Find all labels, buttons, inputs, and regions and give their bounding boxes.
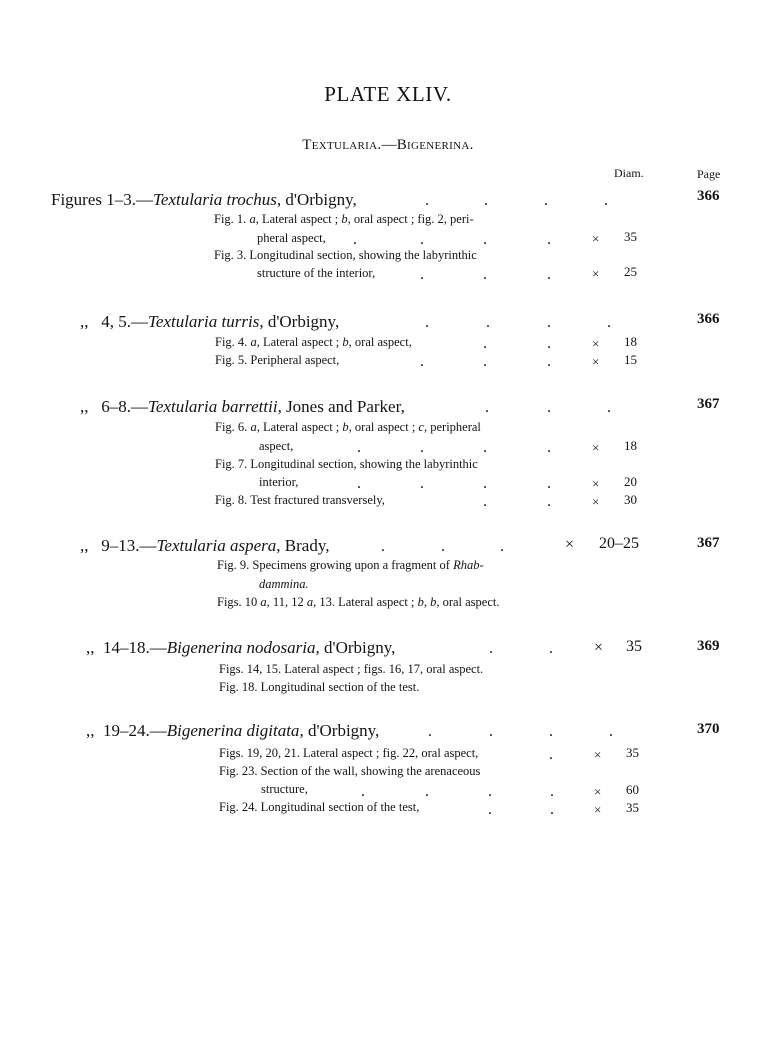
entry-heading bbox=[86, 638, 395, 658]
species-name: Bigenerina nodosaria bbox=[166, 638, 316, 657]
times-sign: × bbox=[594, 747, 602, 762]
diameter-value: 18 bbox=[624, 438, 637, 453]
leader-dots: . bbox=[420, 266, 424, 283]
diameter-value: 30 bbox=[624, 492, 637, 507]
species-author: , Brady, bbox=[276, 536, 330, 555]
leader-dots: . bbox=[500, 538, 504, 555]
times-sign: × bbox=[592, 440, 600, 455]
leader-dots: . bbox=[609, 723, 613, 740]
species-author: , d'Orbigny, bbox=[276, 190, 357, 209]
leader-dots: . bbox=[489, 723, 493, 740]
leader-dots: . bbox=[353, 231, 357, 248]
leader-dots: . bbox=[547, 493, 551, 510]
page-number: 367 bbox=[697, 396, 720, 412]
page-number: 367 bbox=[697, 535, 720, 551]
times-sign: × bbox=[592, 266, 600, 281]
leader-dots: . bbox=[361, 783, 365, 800]
leader-dots: . bbox=[604, 192, 608, 209]
diameter-value: 15 bbox=[624, 352, 637, 367]
figure-description: Figs. 19, 20, 21. Lateral aspect ; fig. 22, oral aspect, bbox=[219, 746, 479, 760]
leader-dots: . bbox=[420, 231, 424, 248]
leader-dots: . bbox=[547, 475, 551, 492]
leader-dots: . bbox=[486, 314, 490, 331]
leader-dots: . bbox=[485, 399, 489, 416]
leader-dots: . bbox=[550, 801, 554, 818]
diameter-value: 35 bbox=[626, 800, 639, 815]
diameter-value: 35 bbox=[624, 229, 637, 244]
leader-dots: . bbox=[483, 475, 487, 492]
entry-heading bbox=[80, 312, 339, 332]
leader-dots: . bbox=[483, 335, 487, 352]
leader-dots: . bbox=[547, 314, 551, 331]
page-number: 369 bbox=[697, 638, 720, 654]
leader-dots: . bbox=[488, 783, 492, 800]
entry-heading bbox=[80, 397, 405, 417]
leader-dots: . bbox=[489, 640, 493, 657]
leader-dots: . bbox=[547, 266, 551, 283]
figure-description: aspect, bbox=[259, 439, 294, 453]
entry-prefix: ,, bbox=[80, 312, 89, 331]
leader-dots: . bbox=[550, 783, 554, 800]
leader-dots: . bbox=[425, 783, 429, 800]
figure-description: Fig. 23. Section of the wall, showing the arenaceous bbox=[219, 764, 481, 778]
entry-heading bbox=[80, 536, 330, 556]
leader-dots: . bbox=[483, 231, 487, 248]
column-header-page: Page bbox=[697, 167, 721, 181]
times-sign: × bbox=[594, 639, 604, 656]
page-number: 366 bbox=[697, 311, 720, 327]
figure-description: Fig. 7. Longitudinal section, showing the labyrinthic bbox=[215, 457, 478, 471]
times-sign: × bbox=[592, 476, 600, 491]
page-number: 370 bbox=[697, 721, 720, 737]
leader-dots: . bbox=[549, 746, 553, 763]
times-sign: × bbox=[592, 336, 600, 351]
figure-description: Figs. 10 a, 11, 12 a, 13. Lateral aspect ; b, b, oral aspect. bbox=[217, 595, 500, 609]
plate-title: PLATE XLIV. bbox=[324, 82, 452, 106]
leader-dots: . bbox=[420, 439, 424, 456]
species-name: Textularia aspera bbox=[156, 536, 277, 555]
leader-dots: . bbox=[549, 723, 553, 740]
leader-dots: . bbox=[547, 353, 551, 370]
entry-range: 4, 5.— bbox=[101, 312, 148, 331]
leader-dots: . bbox=[488, 801, 492, 818]
figure-description: Fig. 6. a, Lateral aspect ; b, oral aspect ; c, peripheral bbox=[215, 420, 481, 434]
species-author: , Jones and Parker, bbox=[277, 397, 405, 416]
leader-dots: . bbox=[547, 335, 551, 352]
leader-dots: . bbox=[357, 475, 361, 492]
figure-description: Fig. 9. Specimens growing upon a fragment of Rhab- bbox=[217, 558, 484, 572]
times-sign: × bbox=[594, 784, 602, 799]
leader-dots: . bbox=[607, 314, 611, 331]
species-name: Bigenerina digitata bbox=[166, 721, 300, 740]
leader-dots: . bbox=[544, 192, 548, 209]
entry-prefix: ,, bbox=[86, 638, 95, 657]
times-sign: × bbox=[565, 536, 575, 553]
figure-description: Fig. 1. a, Lateral aspect ; b, oral aspect ; fig. 2, peri- bbox=[214, 212, 474, 226]
leader-dots: . bbox=[483, 439, 487, 456]
entry-prefix: ,, bbox=[80, 536, 89, 555]
figure-description: Fig. 4. a, Lateral aspect ; b, oral aspect, bbox=[215, 335, 412, 349]
leader-dots: . bbox=[425, 192, 429, 209]
figure-description: Fig. 24. Longitudinal section of the test, bbox=[219, 800, 420, 814]
leader-dots: . bbox=[547, 231, 551, 248]
species-author: , d'Orbigny, bbox=[315, 638, 396, 657]
leader-dots: . bbox=[484, 192, 488, 209]
leader-dots: . bbox=[420, 353, 424, 370]
figure-description: Fig. 18. Longitudinal section of the test. bbox=[219, 680, 420, 694]
entry-range: 19–24.— bbox=[103, 721, 167, 740]
diameter-value: 20 bbox=[624, 474, 637, 489]
times-sign: × bbox=[592, 231, 600, 246]
leader-dots: . bbox=[547, 399, 551, 416]
leader-dots: . bbox=[357, 439, 361, 456]
column-header-diam: Diam. bbox=[614, 166, 644, 180]
species-name: Textularia barrettii bbox=[148, 397, 278, 416]
entry-prefix: ,, bbox=[80, 397, 89, 416]
species-name: Textularia trochus bbox=[153, 190, 277, 209]
figure-description: Figs. 14, 15. Lateral aspect ; figs. 16, 17, oral aspect. bbox=[219, 662, 484, 676]
entry-range: 14–18.— bbox=[103, 638, 167, 657]
diameter-value: 35 bbox=[626, 638, 642, 655]
diameter-value: 18 bbox=[624, 334, 637, 349]
leader-dots: . bbox=[483, 493, 487, 510]
entry-range: 9–13.— bbox=[101, 536, 157, 555]
leader-dots: . bbox=[483, 266, 487, 283]
species-name: Textularia turris bbox=[148, 312, 260, 331]
times-sign: × bbox=[594, 802, 602, 817]
leader-dots: . bbox=[607, 399, 611, 416]
page-number: 366 bbox=[697, 188, 720, 204]
figure-description: Fig. 8. Test fractured transversely, bbox=[215, 493, 385, 507]
entry-heading bbox=[51, 190, 357, 210]
entry-range: 1–3.— bbox=[106, 190, 153, 209]
leader-dots: . bbox=[425, 314, 429, 331]
diameter-value: 60 bbox=[626, 782, 639, 797]
figure-description: structure, bbox=[261, 782, 308, 796]
species-author: , d'Orbigny, bbox=[299, 721, 380, 740]
species-author: , d'Orbigny, bbox=[259, 312, 340, 331]
figure-description: interior, bbox=[259, 475, 299, 489]
times-sign: × bbox=[592, 354, 600, 369]
entry-range: 6–8.— bbox=[101, 397, 148, 416]
plate-subtitle: Textularia.—Bigenerina. bbox=[302, 137, 474, 153]
figure-description: dammina. bbox=[259, 577, 309, 591]
figure-description: structure of the interior, bbox=[257, 266, 376, 280]
figure-description: Fig. 5. Peripheral aspect, bbox=[215, 353, 340, 367]
leader-dots: . bbox=[381, 538, 385, 555]
leader-dots: . bbox=[549, 640, 553, 657]
leader-dots: . bbox=[428, 723, 432, 740]
leader-dots: . bbox=[441, 538, 445, 555]
figure-description: Fig. 3. Longitudinal section, showing the labyrinthic bbox=[214, 248, 477, 262]
diameter-value: 25 bbox=[624, 264, 637, 279]
leader-dots: . bbox=[420, 475, 424, 492]
diameter-value: 20–25 bbox=[599, 535, 639, 552]
entry-heading bbox=[86, 721, 379, 741]
entry-prefix: ,, bbox=[86, 721, 95, 740]
figure-description: pheral aspect, bbox=[257, 231, 326, 245]
times-sign: × bbox=[592, 494, 600, 509]
leader-dots: . bbox=[547, 439, 551, 456]
leader-dots: . bbox=[483, 353, 487, 370]
diameter-value: 35 bbox=[626, 745, 639, 760]
entry-prefix: Figures bbox=[51, 190, 102, 209]
